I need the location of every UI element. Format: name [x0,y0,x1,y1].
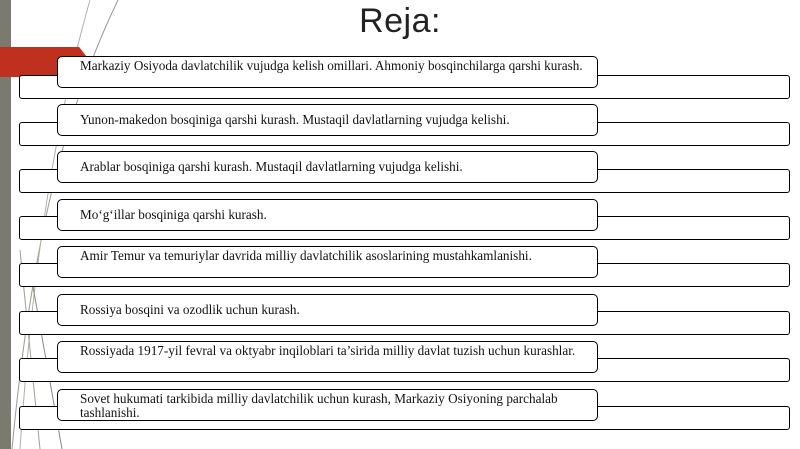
plan-item: Sovet hukumati tarkibida milliy davlatchilik uchun kurash, Markaziy Osiyoning parchalab tashlanishi. [57,389,598,421]
plan-item: Markaziy Osiyoda davlatchilik vujudga kelish omillari. Ahmoniy bosqinchilarga qarshi kurash. [57,56,598,88]
plan-item: Yunon-makedon bosqiniga qarshi kurash. Mustaqil davlatlarning vujudga kelishi. [57,104,598,136]
page-title: Reja: [359,2,441,40]
plan-item: Amir Temur va temuriylar davrida milliy davlatchilik asoslarining mustahkamlanishi. [57,246,598,278]
plan-item: Rossiyada 1917-yil fevral va oktyabr inqiloblari ta’sirida milliy davlat tuzish uchun kurashlar. [57,341,598,373]
plan-item: Mo‘g‘illar bosqiniga qarshi kurash. [57,199,598,231]
plan-item: Rossiya bosqini va ozodlik uchun kurash. [57,294,598,326]
plan-item: Arablar bosqiniga qarshi kurash. Mustaqil davlatlarning vujudga kelishi. [57,151,598,183]
